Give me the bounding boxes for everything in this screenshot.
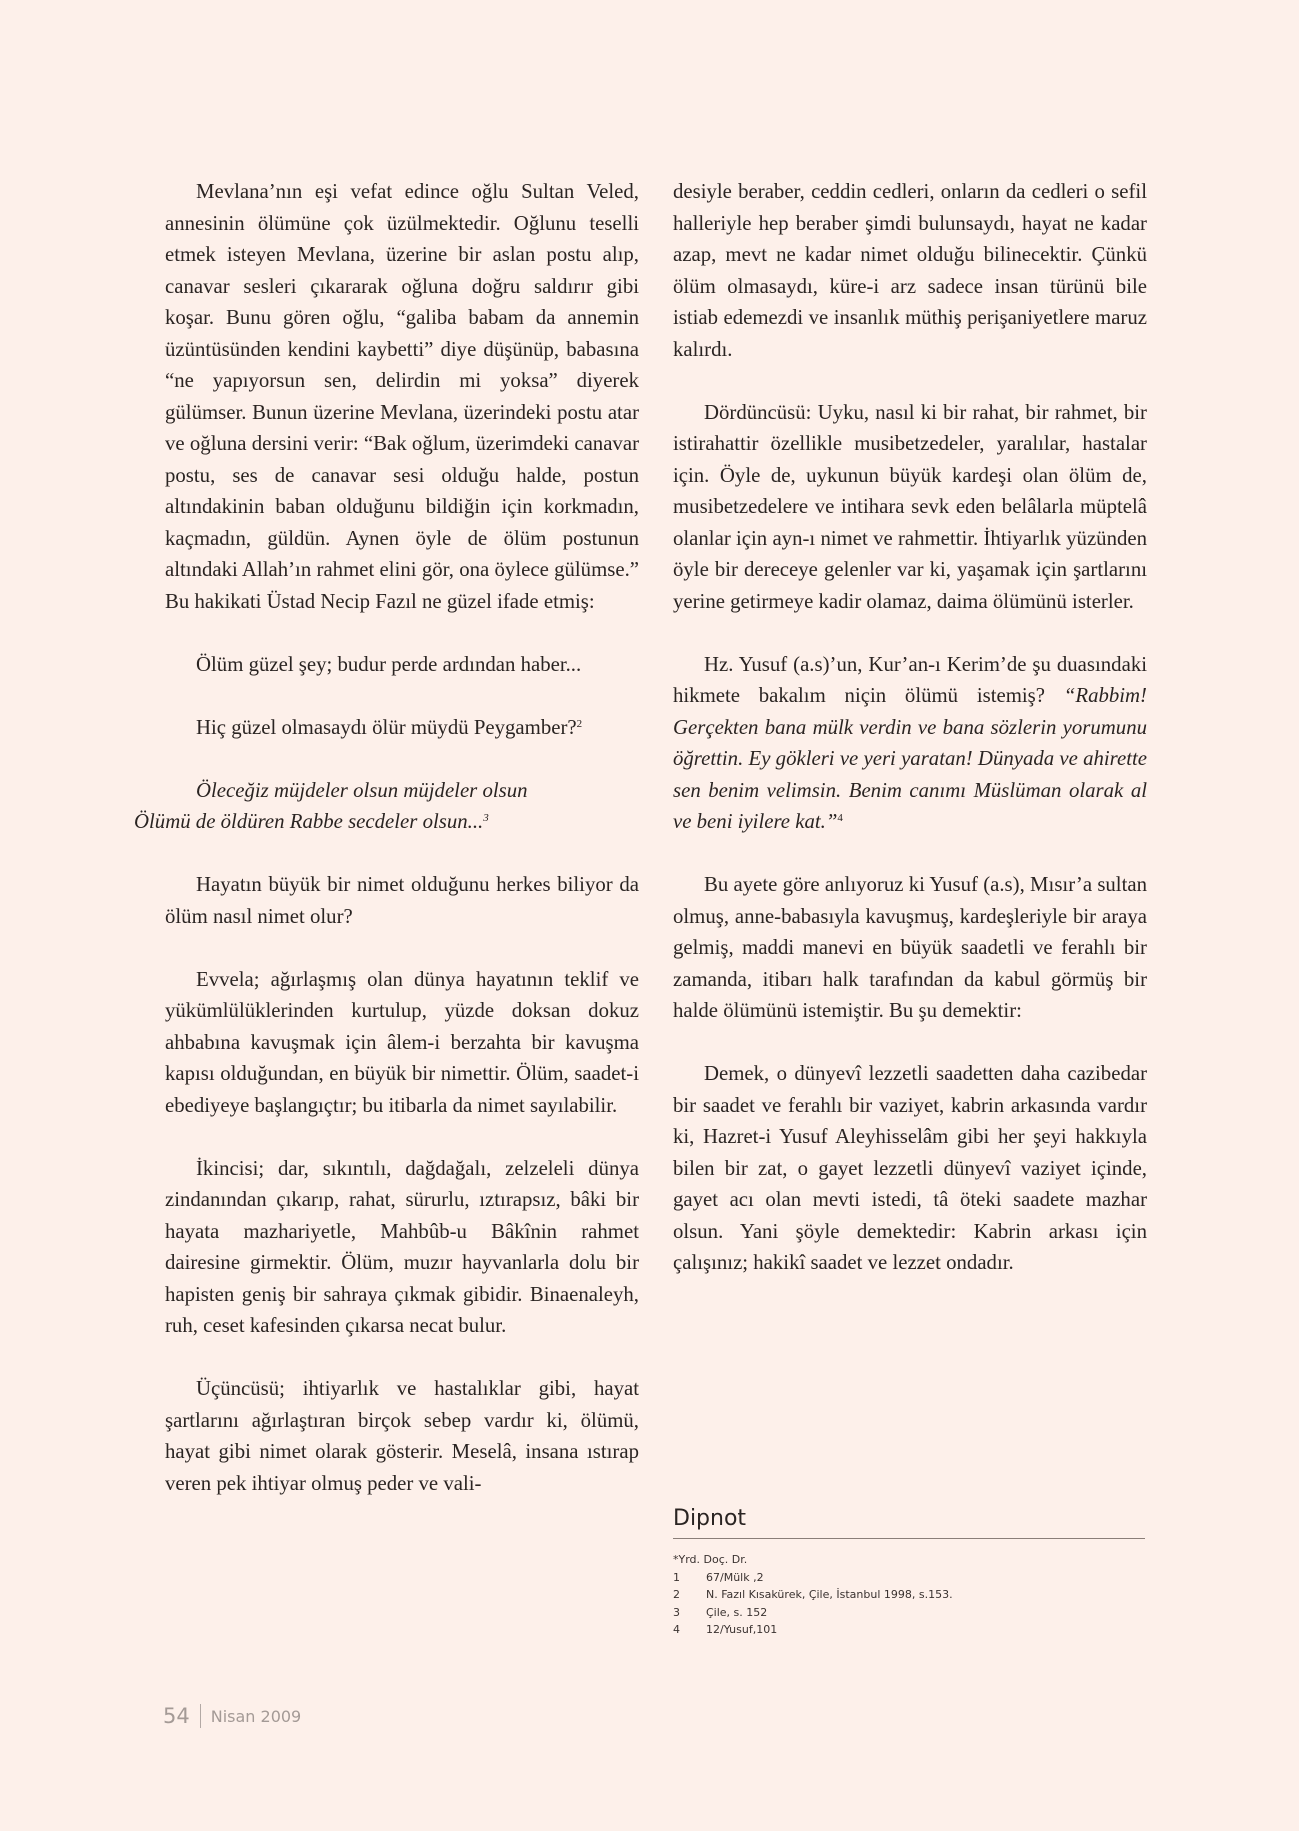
- paragraph: İkincisi; dar, sıkıntılı, dağdağalı, zelzeleli dünya zindanından çıkarıp, rahat, sürurlu, ıztırapsız, bâki bir hayata mazhariyetle, Mahbûb-u Bâkînin rahmet dairesine girmektir. Ölüm, muzır hayvanlarla dolu bir hapisten geniş bir sahraya çıkmak gibidir. Binaenaleyh, ruh, ceset kafesinden çıkarsa necat bulur.: [165, 1156, 639, 1337]
- paragraph: Hayatın büyük bir nimet olduğunu herkes biliyor da ölüm nasıl nimet olur?: [165, 873, 639, 928]
- paragraph: Mevlana’nın eşi vefat edince oğlu Sultan Veled, annesinin ölümüne çok üzülmektedir. Oğlunu teselli etmek isteyen Mevlana, üzerine bir aslan postu alıp, canavar sesleri çıkararak oğluna doğru saldırır gibi koşar. Bunu gören oğlu, “galiba babam da annemin üzüntüsünden kendini kaybetti” diye düşünüp, babasına “ne yapıyorsun sen, delirdin mi yoksa” diyerek gülümser. Bunun üzerine Mevlana, üzerindeki postu atar ve oğluna dersini verir: “Bak oğlum, üzerimdeki canavar postu, ses de canavar sesi olduğu halde, postun altındakinin baban olduğunu bildiğin için korkmadın, kaçmadın, güldün. Aynen öyle de ölüm postunun altındaki Allah’ın rahmet elini gör, ona öylece gülümse.” Bu hakikati Üstad Necip Fazıl ne güzel ifade etmiş:: [165, 180, 639, 613]
- poem-line: Ölümü de öldüren Rabbe secdeler olsun...: [134, 810, 484, 833]
- right-column: [673, 176, 1147, 1310]
- footnote-item: 1 67/Mülk ,2: [673, 1570, 764, 1584]
- left-column: [134, 176, 639, 1531]
- poem-stanza: [134, 775, 639, 838]
- paragraph: Üçüncüsü; ihtiyarlık ve hastalıklar gibi, hayat şartlarını ağırlaştıran birçok sebep vardır ki, ölümü, hayat gibi nimet olarak gösterir. Meselâ, insana ıstırap veren pek ihtiyar olmuş peder ve vali-: [165, 1377, 639, 1495]
- footnote-ref[interactable]: 4: [837, 812, 843, 824]
- paragraph-quote: Hz. Yusuf (a.s)’un, Kur’an-ı Kerim’de şu duasındaki hikmete bakalım niçin ölümü istemiş? “Rabbim! Gerçekten bana mülk verdin ve bana sözlerin yorumunu öğrettin. Ey gökleri ve yeri yaratan! Dünyada ve ahirette sen benim velimsin. Benim canımı Müslüman olarak al ve beni iyilere kat.”$^4$: [673, 652, 1147, 833]
- page-number: 54: [163, 1704, 190, 1728]
- issue-date: Nisan 2009: [210, 1706, 302, 1726]
- verse-quote: “Rabbim! Gerçekten bana mülk verdin ve bana sözlerin yorumunu öğrettin. Ey gökleri ve yeri yaratan! Dünyada ve ahirette sen benim velimsin. Benim canımı Müslüman olarak al ve beni iyilere kat.”: [673, 684, 1147, 833]
- footnote-ref[interactable]: 2: [576, 717, 583, 730]
- footnote-ref[interactable]: 3: [483, 812, 489, 824]
- footnote-item: 2 N. Fazıl Kısakürek, Çile, İstanbul 1998, s.153.: [673, 1588, 953, 1601]
- paragraph: desiyle beraber, ceddin cedleri, onların da cedleri o sefil halleriyle hep beraber şimdi bulunsaydı, hayat ne kadar azap, mevt ne kadar nimet olduğu bilinecektir. Çünkü ölüm olmasaydı, küre-i arz sadece insan türünü bile istiab edemezdi ve insanlık müthiş perişaniyetlere maruz kalırdı.: [673, 180, 1147, 361]
- author-note: *Yrd. Doç. Dr.: [673, 1553, 748, 1566]
- paragraph: Bu ayete göre anlıyoruz ki Yusuf (a.s), Mısır’a sultan olmuş, anne-babasıyla kavuşmuş, kardeşleriyle bir araya gelmiş, maddi manevi en büyük saadetli ve ferahlı bir zamanda, itibarı halk tarafından da kabul görmüş bir halde ölümünü istemiştir. Bu şu demektir:: [673, 873, 1147, 1022]
- paragraph: Evvela; ağırlaşmış olan dünya hayatının teklif ve yükümlülüklerinden kurtulup, yüzde doksan dokuz ahbabına kavuşmak için âlem-i berzahta bir kavuşma kapısı olduğundan, en büyük bir nimettir. Ölüm, saadet-i ebediyeye başlangıçtır; bu itibarla da nimet sayılabilir.: [165, 967, 639, 1117]
- paragraph: Dördüncüsü: Uyku, nasıl ki bir rahat, bir rahmet, bir istirahattir özellikle musibetzedeler, yaralılar, hastalar için. Öyle de, uykunun büyük kardeşi olan ölüm de, musibetzedelere ve intihara sevk eden belâlarla müptelâ olanlar için ayn-ı nimet ve rahmettir. İhtiyarlık yüzünden öyle bir dereceye gelenler var ki, yaşamak için şartlarını yerine getirmeye kadir olamaz, daima ölümünü isterler.: [673, 400, 1147, 613]
- poem-line: Hiç güzel olmasaydı ölür müydü Peygamber?$^2$: [196, 715, 583, 739]
- footnote-item: 4 12/Yusuf,101: [673, 1623, 778, 1636]
- paragraph: Demek, o dünyevî lezzetli saadetten daha cazibedar bir saadet ve ferahlı bir vaziyet, kabrin arkasında vardır ki, Hazret-i Yusuf Aleyhisselâm gibi her şeyi hakkıyla bilen bir zat, o gayet lezzetli dünyevî vaziyet içinde, gayet acı olan mevti istedi, tâ öteki saadete mazhar olsun. Yani şöyle demektedir: Kabrin arkası için çalışınız; hakikî saadet ve lezzet ondadır.: [673, 1062, 1147, 1274]
- footnotes-section: [673, 1504, 1145, 1639]
- footnote-item: 3 Çile, s. 152: [673, 1605, 768, 1619]
- page-footer: [163, 1704, 301, 1728]
- footnotes-heading: Dipnot: [673, 1504, 1145, 1539]
- poem-line: Ölüm güzel şey; budur perde ardından haber...: [196, 652, 582, 676]
- footnote-list: [673, 1551, 1145, 1639]
- footer-divider: [200, 1704, 201, 1728]
- poem-line: Öleceğiz müjdeler olsun müjdeler olsun: [196, 778, 528, 802]
